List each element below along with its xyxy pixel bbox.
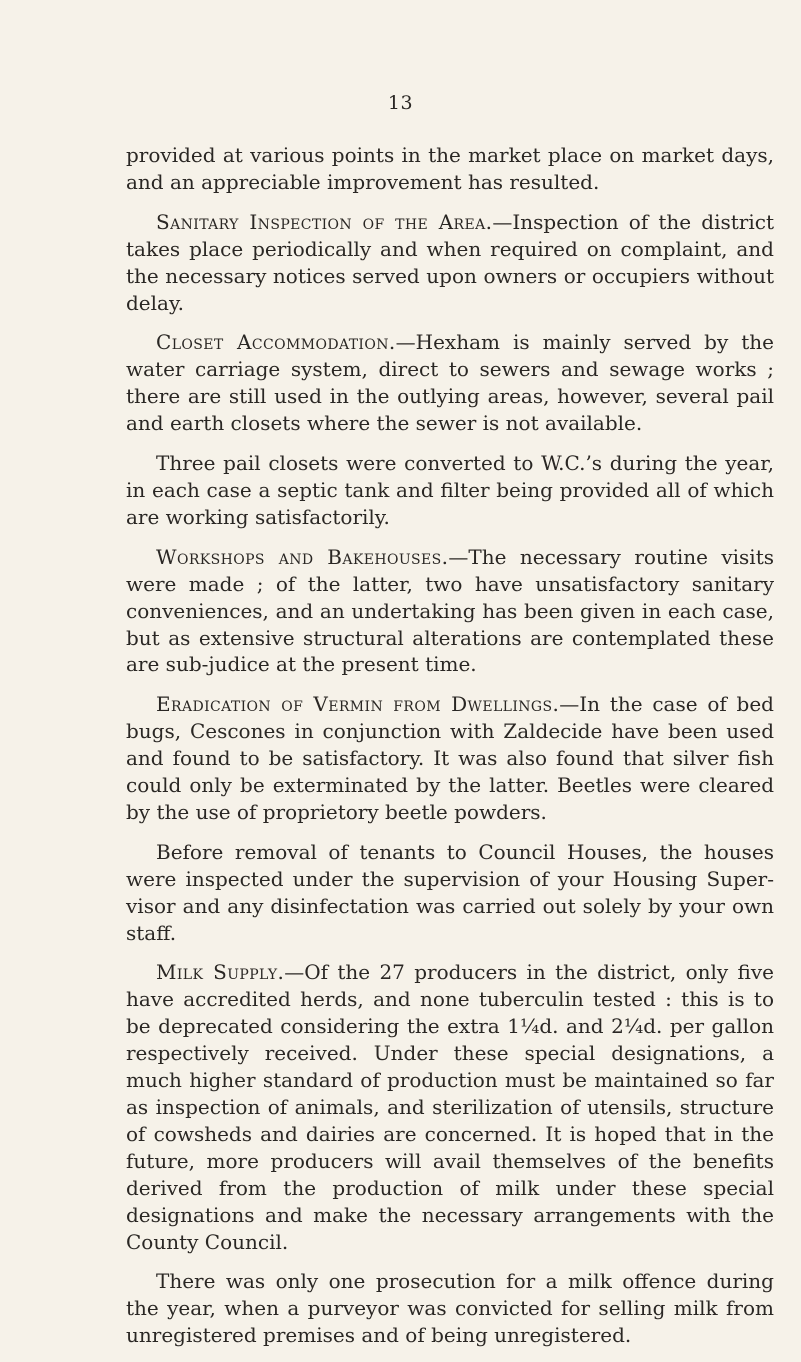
- paragraph-milk-supply: [126, 959, 774, 1255]
- paragraph-sanitary-inspection: [126, 209, 774, 317]
- paragraph-text: —The necessary routine visits were made ; of the latter, two have unsatisfactory sanitary conveniences, and an undertaking has been given in each case, but as extensive structural alterations are contemplated these are sub-judice at the present time.: [126, 544, 774, 677]
- section-heading: Milk Supply.: [156, 960, 285, 985]
- paragraph-eradication-vermin: [126, 691, 774, 826]
- page-number: 13: [387, 92, 414, 114]
- section-heading: Eradication of Vermin from Dwellings.: [156, 692, 560, 717]
- paragraph-text: provided at various points in the market place on market days, and an appreciable improvement has resulted.: [126, 143, 774, 194]
- section-heading: Closet Accommodation.: [156, 330, 396, 355]
- paragraph-text: —Hexham is mainly served by the water carriage system, direct to sewers and sewage works ; there are still used in the outlying areas, however, several pail and earth closets where the sewer is not available.: [126, 330, 774, 436]
- section-heading: Workshops and Bakehouses.: [156, 544, 449, 569]
- paragraph-prosecution: [126, 1268, 774, 1349]
- paragraph-closet-accommodation: [126, 329, 774, 437]
- paragraph-text: Before removal of tenants to Council Houses, the houses were inspected under the supervision of your Housing Supervisor and any disinfectation was carried out solely by your own staff.: [126, 839, 774, 945]
- paragraph-workshops-bakehouses: [126, 544, 774, 679]
- paragraph-pail-closets: [126, 450, 774, 531]
- section-heading: Sanitary Inspection of the Area.: [156, 209, 493, 234]
- body-text: [126, 142, 774, 1362]
- paragraph-text: —Of the 27 producers in the district, only five have accredited herds, and none tuberculin tested : this is to be deprecated considering the extra 1¼d. and 2¼d. per gallon respectively received. Under these special designations, a much higher standard of production must be maintained so far as inspection of animals, and sterilization of utensils, structure of cowsheds and dairies are concerned. It is hoped that in the future, more producers will avail themselves of the benefits derived from the production of milk under these special designations and make the necessary arrangements with the County Council.: [126, 960, 774, 1254]
- paragraph-text: —In the case of bed bugs, Cescones in conjunction with Zaldecide have been used and found to be satisfactory. It was also found that silver fish could only be exterminated by the latter. Beetles were cleared by the use of proprietory beetle powders.: [126, 692, 774, 824]
- paragraph-market-place: [126, 142, 774, 196]
- paragraph-text: Three pail closets were converted to W.C.’s during the year, in each case a septic tank and filter being provided all of which are working satisfactorily.: [126, 451, 774, 529]
- paragraph-text: There was only one prosecution for a milk offence during the year, when a purveyor was convicted for selling milk from unregistered premises and of being unregistered.: [126, 1269, 774, 1348]
- paragraph-council-houses: [126, 839, 774, 947]
- paragraph-text: —Inspection of the district takes place periodically and when required on complaint, and the necessary notices served upon owners or occupiers without delay.: [126, 209, 774, 315]
